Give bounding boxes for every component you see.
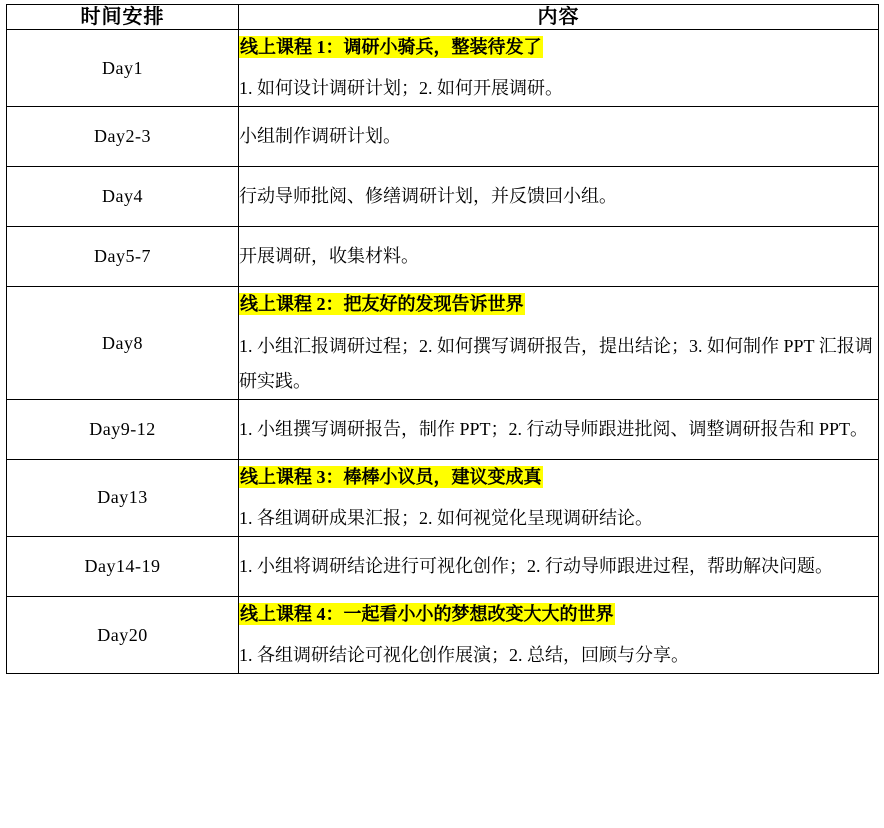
content-line: 1. 小组汇报调研过程；2. 如何撰写调研报告，提出结论；3. 如何制作 PPT 汇报调研实践。 xyxy=(239,335,873,391)
table-header xyxy=(7,5,879,30)
table-row xyxy=(7,287,879,399)
content-line: 1. 如何设计调研计划；2. 如何开展调研。 xyxy=(239,78,563,99)
schedule-table xyxy=(6,4,879,674)
column-header-content: 内容 xyxy=(239,5,879,30)
content-line: 1. 各组调研成果汇报；2. 如何视觉化呈现调研结论。 xyxy=(239,507,653,528)
schedule-content-cell xyxy=(239,107,879,167)
schedule-content-cell xyxy=(239,227,879,287)
course-title-highlight xyxy=(239,30,878,65)
schedule-content-cell xyxy=(239,30,879,107)
table-row xyxy=(7,597,879,674)
schedule-content-cell xyxy=(239,597,879,674)
course-title-highlight xyxy=(239,287,878,322)
table-row xyxy=(7,399,879,459)
table-row xyxy=(7,30,879,107)
schedule-time-cell: Day5-7 xyxy=(7,227,239,287)
schedule-content-cell xyxy=(239,537,879,597)
content-line: 1. 小组将调研结论进行可视化创作；2. 行动导师跟进过程，帮助解决问题。 xyxy=(239,556,833,577)
course-title-highlight xyxy=(239,597,878,632)
table-row xyxy=(7,227,879,287)
schedule-time-cell: Day4 xyxy=(7,167,239,227)
highlight-text: 线上课程 3：棒棒小议员，建议变成真 xyxy=(240,466,542,487)
schedule-content-cell xyxy=(239,167,879,227)
highlight-text: 线上课程 2：把友好的发现告诉世界 xyxy=(240,294,524,315)
table-body xyxy=(7,30,879,674)
content-line: 1. 小组撰写调研报告，制作 PPT；2. 行动导师跟进批阅、调整调研报告和 PPT。 xyxy=(239,418,869,439)
schedule-time-cell: Day20 xyxy=(7,597,239,674)
table-row xyxy=(7,459,879,536)
table-row xyxy=(7,167,879,227)
schedule-time-cell: Day13 xyxy=(7,459,239,536)
schedule-content-cell xyxy=(239,459,879,536)
content-line: 行动导师批阅、修缮调研计划，并反馈回小组。 xyxy=(239,186,617,207)
highlight-text: 线上课程 1：调研小骑兵，整装待发了 xyxy=(240,37,542,57)
schedule-time-cell: Day8 xyxy=(7,287,239,399)
table-row xyxy=(7,107,879,167)
schedule-content-cell xyxy=(239,287,879,399)
column-header-time: 时间安排 xyxy=(7,5,239,30)
highlight-text: 线上课程 4：一起看小小的梦想改变大大的世界 xyxy=(240,604,614,625)
schedule-time-cell: Day9-12 xyxy=(7,399,239,459)
schedule-time-cell: Day2-3 xyxy=(7,107,239,167)
schedule-content-cell xyxy=(239,399,879,459)
table-row xyxy=(7,537,879,597)
content-line: 小组制作调研计划。 xyxy=(239,126,401,147)
course-title-highlight xyxy=(239,460,878,495)
content-line: 开展调研，收集材料。 xyxy=(239,246,419,267)
schedule-time-cell: Day1 xyxy=(7,30,239,107)
content-line: 1. 各组调研结论可视化创作展演；2. 总结，回顾与分享。 xyxy=(239,645,689,666)
schedule-time-cell: Day14-19 xyxy=(7,537,239,597)
table-header-row xyxy=(7,5,879,30)
